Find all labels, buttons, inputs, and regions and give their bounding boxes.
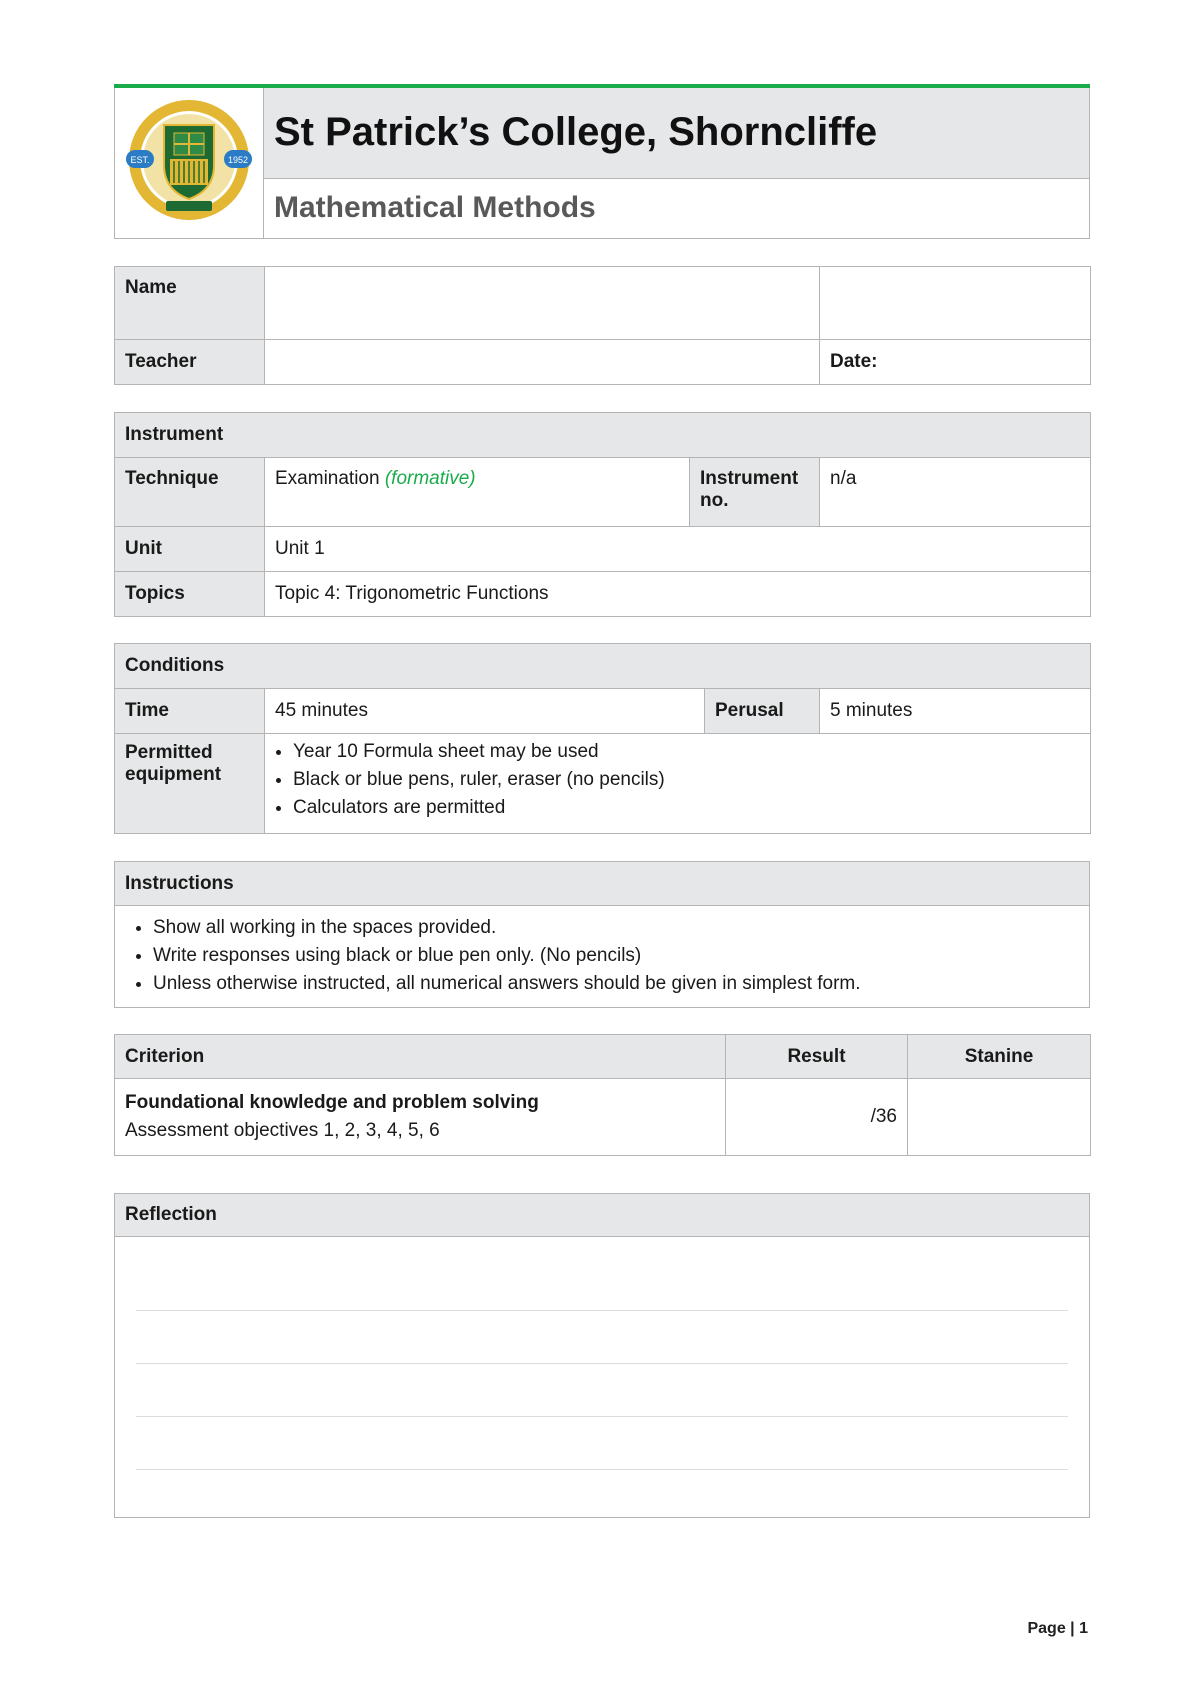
student-details-table	[114, 266, 1091, 385]
conditions-heading: Conditions	[115, 644, 1091, 689]
reflection-heading: Reflection	[115, 1194, 1090, 1237]
equipment-item: • Year 10 Formula sheet may be used	[293, 738, 1080, 766]
time-label: Time	[115, 689, 265, 734]
stanine-header: Stanine	[908, 1035, 1091, 1079]
writing-line	[136, 1310, 1068, 1311]
result-header: Result	[726, 1035, 908, 1079]
topics-label: Topics	[115, 572, 265, 617]
equipment-item: • Calculators are permitted	[293, 794, 1080, 822]
logo-year-label: 1952	[227, 155, 249, 165]
instrument-table	[114, 412, 1091, 617]
school-title: St Patrick’s College, Shorncliffe	[264, 86, 1090, 178]
unit-value: Unit 1	[265, 527, 1091, 572]
writing-line	[136, 1416, 1068, 1417]
teacher-label: Teacher	[115, 340, 265, 385]
topics-value: Topic 4: Trigonometric Functions	[265, 572, 1091, 617]
perusal-value: 5 minutes	[820, 689, 1091, 734]
page-number: Page | 1	[1027, 1620, 1088, 1637]
name-extra-field[interactable]	[820, 267, 1091, 340]
date-label: Date:	[830, 351, 878, 372]
logo-est-label: EST.	[130, 155, 150, 165]
instructions-table	[114, 861, 1090, 1008]
instrument-no-value: n/a	[820, 458, 1091, 527]
perusal-label: Perusal	[705, 689, 820, 734]
criterion-header: Criterion	[115, 1035, 726, 1079]
writing-line	[136, 1469, 1068, 1470]
conditions-table	[114, 643, 1091, 834]
criteria-table	[114, 1034, 1091, 1156]
instruction-item: • Write responses using black or blue pen only. (No pencils)	[153, 942, 1079, 970]
instruction-item: • Show all working in the spaces provided.	[153, 914, 1079, 942]
equipment-label: Permitted equipment	[115, 734, 265, 834]
stanine-value[interactable]	[908, 1079, 1091, 1156]
criterion-title: Foundational knowledge and problem solving	[125, 1092, 539, 1113]
teacher-field[interactable]	[265, 340, 820, 385]
criteria-row	[115, 1079, 1091, 1156]
criterion-objectives: Assessment objectives 1, 2, 3, 4, 5, 6	[125, 1120, 440, 1141]
college-crest-logo	[124, 95, 254, 225]
name-field[interactable]	[265, 267, 820, 340]
writing-line	[136, 1363, 1068, 1364]
technique-note: (formative)	[384, 468, 476, 489]
instrument-heading: Instrument	[115, 413, 1091, 458]
instruction-item: • Unless otherwise instructed, all numerical answers should be given in simplest form.	[153, 970, 1079, 998]
equipment-list-cell	[265, 734, 1091, 834]
technique-label: Technique	[115, 458, 265, 527]
result-value[interactable]: /36	[726, 1079, 908, 1156]
time-value: 45 minutes	[265, 689, 705, 734]
unit-label: Unit	[115, 527, 265, 572]
instructions-list	[125, 914, 1079, 998]
instructions-list-cell	[115, 906, 1090, 1008]
criterion-cell	[115, 1079, 726, 1156]
subject-title: Mathematical Methods	[264, 178, 1090, 238]
reflection-writing-area[interactable]	[115, 1237, 1090, 1518]
name-label: Name	[115, 267, 265, 340]
technique-value-cell	[265, 458, 690, 527]
logo-cell	[115, 86, 264, 239]
technique-value: Examination	[275, 468, 380, 489]
header-table	[114, 84, 1090, 239]
equipment-list	[275, 738, 1080, 822]
instrument-no-label: Instrument no.	[690, 458, 820, 527]
date-field[interactable]	[820, 340, 1091, 385]
instructions-heading: Instructions	[115, 862, 1090, 906]
equipment-item: • Black or blue pens, ruler, eraser (no pencils)	[293, 766, 1080, 794]
